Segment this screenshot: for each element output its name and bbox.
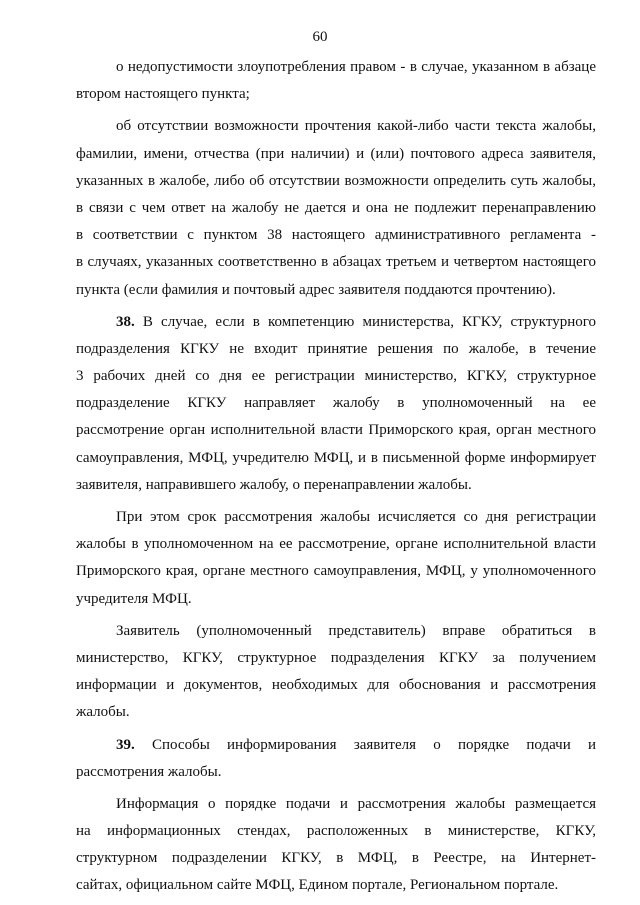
line-text: фамилии, имени, отчества (при наличии) и (или) почтового адреса заявителя, — [76, 145, 596, 162]
text-line — [76, 472, 596, 499]
line-text: заявителя, направившего жалобу, о перенаправлении жалобы. — [76, 476, 472, 493]
text-line — [76, 113, 596, 140]
text-line — [76, 168, 596, 195]
line-text: подразделения КГКУ не входит принятие решения по жалобе, в течение — [76, 340, 596, 357]
text-line — [76, 249, 596, 276]
text-line — [76, 445, 596, 472]
line-text: в случаях, указанных соответственно в абзацах третьем и четвертом настоящего — [76, 254, 596, 271]
line-text: рассмотрения жалобы. — [76, 763, 222, 780]
line-text: Информация о порядке подачи и рассмотрения жалобы размещается — [116, 795, 596, 812]
line-text: учредителя МФЦ. — [76, 590, 192, 607]
line-text: жалобы в уполномоченном на ее рассмотрение, органе исполнительной власти — [76, 536, 596, 553]
paragraph — [76, 504, 596, 613]
text-line — [76, 672, 596, 699]
paragraph — [76, 732, 596, 786]
line-text: на информационных стендах, расположенных в министерстве, КГКУ, — [76, 823, 596, 840]
line-text: Способы информирования заявителя о порядке подачи и — [152, 736, 596, 753]
line-text: сайтах, официальном сайте МФЦ, Едином портале, Региональном портале. — [76, 877, 559, 894]
line-text: в связи с чем ответ на жалобу не дается и она не подлежит перенаправлению — [76, 199, 596, 216]
clause-number: 38. — [116, 313, 135, 330]
text-line — [76, 618, 596, 645]
line-text: При этом срок рассмотрения жалобы исчисляется со дня регистрации — [116, 509, 596, 525]
page-number: 60 — [312, 29, 328, 45]
text-line — [76, 195, 596, 222]
text-line — [76, 81, 596, 108]
text-line — [76, 390, 596, 417]
text-line — [76, 54, 596, 81]
paragraph — [76, 791, 596, 900]
line-text: о недопустимости злоупотребления правом - в случае, указанном в абзаце — [116, 59, 596, 75]
text-line — [76, 586, 596, 613]
text-line — [76, 222, 596, 249]
text-line — [76, 363, 596, 390]
text-line — [76, 141, 596, 168]
text-line — [76, 558, 596, 585]
text-line — [76, 845, 596, 872]
document-body — [76, 54, 596, 900]
line-text: втором настоящего пункта; — [76, 86, 250, 103]
line-text: министерство, КГКУ, структурное подразделения КГКУ за получением — [76, 649, 596, 666]
line-text: Заявитель (уполномоченный представитель) вправе обратиться в — [116, 622, 596, 639]
line-text: подразделение КГКУ направляет жалобу в уполномоченный на ее — [76, 395, 596, 412]
text-line — [76, 277, 596, 304]
line-text: указанных в жалобе, либо об отсутствии возможности определить суть жалобы, — [76, 172, 596, 189]
line-text: структурном подразделении КГКУ, в МФЦ, в Реестре, на Интернет- — [76, 850, 596, 867]
paragraph — [76, 309, 596, 499]
text-line — [76, 504, 596, 531]
clause-number: 39. — [116, 736, 135, 753]
paragraph — [76, 618, 596, 727]
text-line — [76, 309, 596, 336]
line-text: В случае, если в компетенцию министерства, КГКУ, структурного — [142, 313, 597, 330]
text-line — [76, 645, 596, 672]
paragraph — [76, 54, 596, 108]
line-text: рассмотрение орган исполнительной власти Приморского края, орган местного — [76, 422, 596, 439]
paragraph — [76, 113, 596, 303]
text-line — [76, 336, 596, 363]
text-line — [76, 699, 596, 726]
line-text: самоуправления, МФЦ, учредителю МФЦ, и в письменной форме информирует — [76, 449, 596, 466]
line-text: в соответствии с пунктом 38 настоящего административного регламента - — [76, 227, 596, 244]
text-line — [76, 759, 596, 786]
text-line — [76, 791, 596, 818]
text-line — [76, 531, 596, 558]
line-text: 3 рабочих дней со дня ее регистрации министерство, КГКУ, структурное — [76, 368, 596, 385]
line-text: об отсутствии возможности прочтения какой-либо части текста жалобы, — [116, 118, 596, 135]
text-line — [76, 818, 596, 845]
line-text: Приморского края, органе местного самоуправления, МФЦ, у уполномоченного — [76, 563, 596, 580]
text-line — [76, 732, 596, 759]
line-text: пункта (если фамилия и почтовый адрес заявителя поддаются прочтению). — [76, 281, 556, 298]
line-text: информации и документов, необходимых для обоснования и рассмотрения — [76, 677, 596, 694]
line-text: жалобы. — [76, 704, 130, 721]
text-line — [76, 872, 596, 899]
text-line — [76, 417, 596, 444]
